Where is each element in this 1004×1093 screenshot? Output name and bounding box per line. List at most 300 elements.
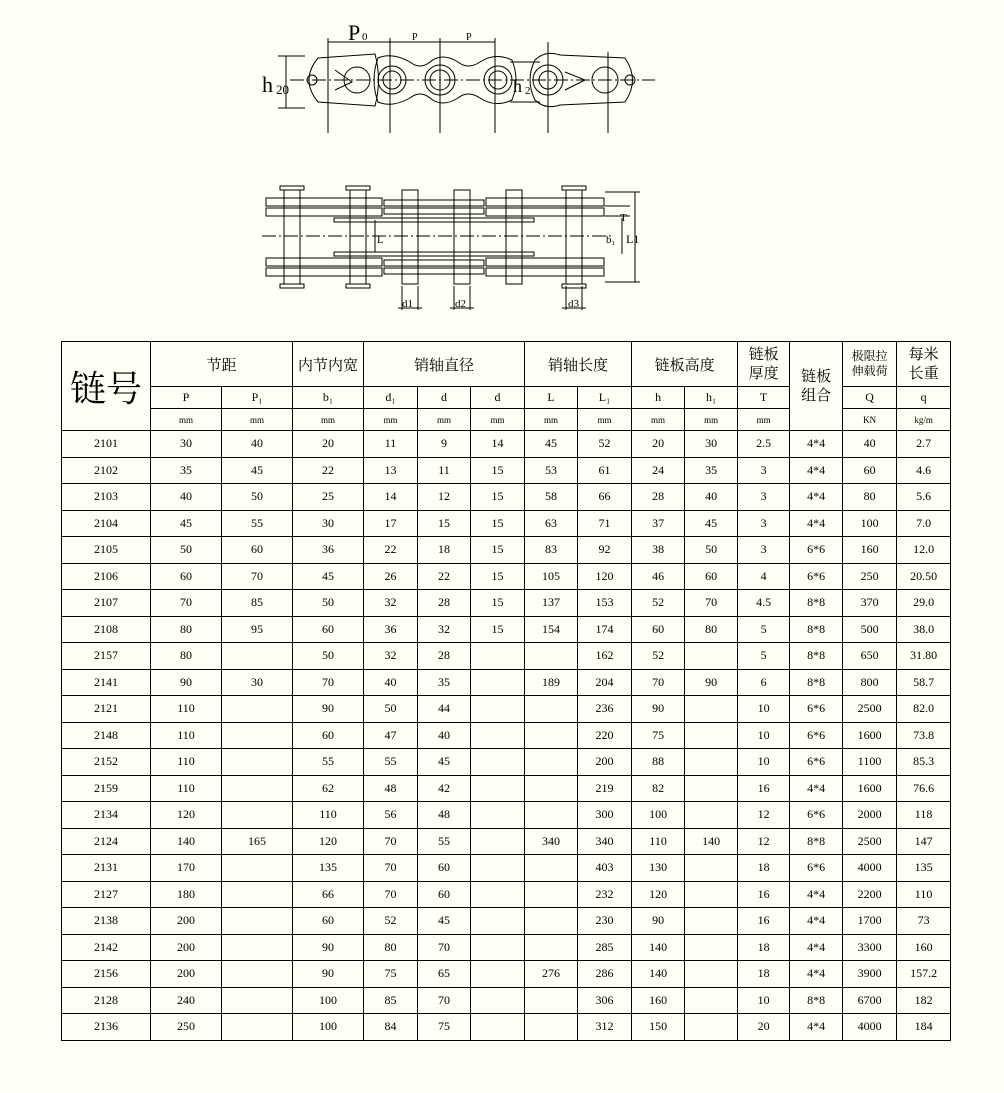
value-cell: 15 — [471, 457, 525, 484]
tensile-header-line2: 伸载荷 — [851, 364, 888, 378]
value-cell: 60 — [222, 537, 293, 564]
value-cell: 50 — [685, 537, 738, 564]
chain-number-cell: 2157 — [62, 643, 151, 670]
value-cell — [222, 908, 293, 935]
value-cell: 110 — [151, 722, 222, 749]
label-d2: d2 — [455, 298, 466, 310]
value-cell: 5 — [738, 643, 790, 670]
symbol-cell: h — [632, 387, 685, 409]
value-cell — [525, 881, 578, 908]
value-cell — [471, 961, 525, 988]
chain-number-header: 链号 — [62, 342, 151, 431]
chain-top-view-drawing — [0, 0, 1004, 330]
value-cell: 11 — [364, 431, 418, 458]
value-cell: 50 — [151, 537, 222, 564]
table-row — [62, 749, 951, 776]
value-cell: 8*8 — [790, 669, 843, 696]
value-cell: 66 — [578, 484, 632, 511]
value-cell: 32 — [418, 616, 471, 643]
value-cell: 29.0 — [897, 590, 951, 617]
value-cell: 3 — [738, 510, 790, 537]
value-cell: 85 — [222, 590, 293, 617]
value-cell: 52 — [364, 908, 418, 935]
value-cell — [525, 908, 578, 935]
value-cell: 85 — [364, 987, 418, 1014]
value-cell: 30 — [151, 431, 222, 458]
value-cell — [685, 987, 738, 1014]
value-cell: 28 — [418, 590, 471, 617]
plate-combo-header-line2: 组合 — [801, 386, 832, 404]
pin-length-header: 销轴长度 — [525, 342, 632, 387]
label-p0: P — [348, 20, 361, 45]
value-cell — [471, 696, 525, 723]
value-cell: 200 — [151, 908, 222, 935]
value-cell: 285 — [578, 934, 632, 961]
value-cell: 6*6 — [790, 749, 843, 776]
table-row — [62, 616, 951, 643]
value-cell: 4*4 — [790, 457, 843, 484]
value-cell: 4*4 — [790, 961, 843, 988]
value-cell: 60 — [293, 616, 364, 643]
value-cell: 180 — [151, 881, 222, 908]
weight-header — [897, 342, 951, 387]
value-cell — [525, 775, 578, 802]
pin-diameter-header: 销轴直径 — [364, 342, 525, 387]
table-row — [62, 961, 951, 988]
value-cell: 18 — [418, 537, 471, 564]
value-cell — [222, 987, 293, 1014]
value-cell: 58.7 — [897, 669, 951, 696]
value-cell: 160 — [632, 987, 685, 1014]
value-cell — [222, 696, 293, 723]
value-cell: 6*6 — [790, 563, 843, 590]
value-cell: 60 — [418, 855, 471, 882]
chain-spec-table — [61, 341, 951, 1041]
value-cell: 75 — [418, 1014, 471, 1041]
value-cell: 12 — [738, 828, 790, 855]
value-cell: 200 — [578, 749, 632, 776]
value-cell: 40 — [151, 484, 222, 511]
value-cell: 4*4 — [790, 934, 843, 961]
value-cell: 47 — [364, 722, 418, 749]
unit-cell: KN — [843, 409, 897, 431]
value-cell: 184 — [897, 1014, 951, 1041]
value-cell: 30 — [222, 669, 293, 696]
table-row — [62, 590, 951, 617]
value-cell: 92 — [578, 537, 632, 564]
value-cell: 70 — [364, 855, 418, 882]
value-cell: 20 — [738, 1014, 790, 1041]
value-cell: 20 — [293, 431, 364, 458]
value-cell — [525, 987, 578, 1014]
value-cell: 56 — [364, 802, 418, 829]
value-cell — [525, 855, 578, 882]
value-cell — [471, 775, 525, 802]
value-cell: 22 — [293, 457, 364, 484]
value-cell: 5.6 — [897, 484, 951, 511]
value-cell: 10 — [738, 722, 790, 749]
value-cell — [222, 802, 293, 829]
value-cell: 80 — [843, 484, 897, 511]
value-cell: 6*6 — [790, 855, 843, 882]
value-cell — [222, 855, 293, 882]
label-h2: h — [513, 76, 522, 96]
value-cell: 200 — [151, 934, 222, 961]
value-cell: 1100 — [843, 749, 897, 776]
value-cell: 71 — [578, 510, 632, 537]
value-cell: 6*6 — [790, 802, 843, 829]
table-row — [62, 484, 951, 511]
value-cell: 80 — [364, 934, 418, 961]
plate-thickness-header-line2: 厚度 — [748, 364, 779, 382]
value-cell: 4*4 — [790, 908, 843, 935]
unit-cell: mm — [685, 409, 738, 431]
value-cell: 650 — [843, 643, 897, 670]
value-cell: 24 — [632, 457, 685, 484]
chain-number-cell: 2156 — [62, 961, 151, 988]
value-cell: 8*8 — [790, 590, 843, 617]
unit-cell: mm — [364, 409, 418, 431]
value-cell: 40 — [843, 431, 897, 458]
value-cell: 35 — [151, 457, 222, 484]
label-h20-sub: 20 — [276, 82, 289, 97]
value-cell: 52 — [632, 590, 685, 617]
value-cell: 22 — [418, 563, 471, 590]
chain-number-cell: 2105 — [62, 537, 151, 564]
value-cell — [525, 1014, 578, 1041]
value-cell: 95 — [222, 616, 293, 643]
value-cell: 6*6 — [790, 537, 843, 564]
value-cell: 130 — [632, 855, 685, 882]
value-cell: 135 — [293, 855, 364, 882]
table-row — [62, 563, 951, 590]
value-cell: 45 — [418, 749, 471, 776]
value-cell: 118 — [897, 802, 951, 829]
value-cell: 36 — [293, 537, 364, 564]
value-cell: 40 — [418, 722, 471, 749]
value-cell: 37 — [632, 510, 685, 537]
value-cell — [471, 643, 525, 670]
label-d1: d1 — [402, 298, 413, 310]
symbol-cell: P₁ — [222, 387, 293, 409]
chain-number-cell: 2128 — [62, 987, 151, 1014]
symbol-cell: b₁ — [293, 387, 364, 409]
value-cell: 60 — [293, 722, 364, 749]
value-cell: 25 — [293, 484, 364, 511]
value-cell: 140 — [632, 934, 685, 961]
value-cell: 120 — [151, 802, 222, 829]
value-cell: 14 — [471, 431, 525, 458]
value-cell: 76.6 — [897, 775, 951, 802]
value-cell: 88 — [632, 749, 685, 776]
value-cell: 70 — [364, 828, 418, 855]
value-cell — [525, 934, 578, 961]
value-cell: 2.7 — [897, 431, 951, 458]
value-cell: 45 — [418, 908, 471, 935]
weight-header-line1: 每米 — [908, 345, 939, 363]
value-cell: 15 — [471, 590, 525, 617]
value-cell: 90 — [632, 908, 685, 935]
value-cell: 70 — [418, 934, 471, 961]
value-cell: 15 — [471, 484, 525, 511]
chain-number-cell: 2136 — [62, 1014, 151, 1041]
chain-number-cell: 2121 — [62, 696, 151, 723]
tensile-header — [843, 342, 897, 387]
value-cell: 154 — [525, 616, 578, 643]
chain-number-cell: 2124 — [62, 828, 151, 855]
value-cell: 4000 — [843, 855, 897, 882]
value-cell: 53 — [525, 457, 578, 484]
table-row — [62, 457, 951, 484]
value-cell: 60 — [293, 908, 364, 935]
value-cell: 40 — [364, 669, 418, 696]
value-cell: 120 — [632, 881, 685, 908]
label-d3: d3 — [568, 298, 579, 310]
value-cell: 84 — [364, 1014, 418, 1041]
value-cell — [685, 722, 738, 749]
value-cell: 230 — [578, 908, 632, 935]
value-cell — [685, 643, 738, 670]
value-cell: 312 — [578, 1014, 632, 1041]
value-cell — [685, 961, 738, 988]
value-cell — [525, 802, 578, 829]
value-cell — [525, 696, 578, 723]
value-cell: 45 — [151, 510, 222, 537]
value-cell: 4*4 — [790, 431, 843, 458]
value-cell: 60 — [632, 616, 685, 643]
chain-number-cell: 2127 — [62, 881, 151, 908]
symbol-cell: T — [738, 387, 790, 409]
value-cell: 66 — [293, 881, 364, 908]
value-cell: 276 — [525, 961, 578, 988]
chain-number-cell: 2101 — [62, 431, 151, 458]
value-cell: 370 — [843, 590, 897, 617]
value-cell: 110 — [151, 749, 222, 776]
symbol-cell: d₁ — [364, 387, 418, 409]
value-cell: 150 — [632, 1014, 685, 1041]
value-cell: 73.8 — [897, 722, 951, 749]
value-cell: 2500 — [843, 696, 897, 723]
value-cell — [471, 934, 525, 961]
unit-cell: mm — [293, 409, 364, 431]
value-cell: 20 — [632, 431, 685, 458]
value-cell: 60 — [151, 563, 222, 590]
value-cell — [471, 722, 525, 749]
symbol-cell: q — [897, 387, 951, 409]
value-cell: 26 — [364, 563, 418, 590]
value-cell: 50 — [222, 484, 293, 511]
value-cell: 1600 — [843, 775, 897, 802]
label-h2-sub: 2 — [525, 85, 531, 97]
label-t: T — [620, 212, 627, 224]
value-cell: 12 — [738, 802, 790, 829]
value-cell: 12.0 — [897, 537, 951, 564]
value-cell: 6 — [738, 669, 790, 696]
value-cell: 58 — [525, 484, 578, 511]
value-cell: 4*4 — [790, 484, 843, 511]
label-b1: b₁ — [606, 234, 616, 246]
value-cell: 18 — [738, 855, 790, 882]
table-row — [62, 510, 951, 537]
value-cell: 15 — [418, 510, 471, 537]
chain-number-cell: 2106 — [62, 563, 151, 590]
value-cell — [471, 802, 525, 829]
value-cell: 8*8 — [790, 643, 843, 670]
value-cell: 232 — [578, 881, 632, 908]
symbol-cell: h₁ — [685, 387, 738, 409]
value-cell: 35 — [685, 457, 738, 484]
table-row — [62, 537, 951, 564]
value-cell — [471, 908, 525, 935]
table-row — [62, 669, 951, 696]
value-cell — [685, 934, 738, 961]
unit-cell: mm — [418, 409, 471, 431]
table-row — [62, 934, 951, 961]
label-l: L — [377, 234, 384, 246]
value-cell: 12 — [418, 484, 471, 511]
table-row — [62, 722, 951, 749]
value-cell: 160 — [897, 934, 951, 961]
value-cell: 100 — [632, 802, 685, 829]
value-cell: 35 — [418, 669, 471, 696]
value-cell: 4.5 — [738, 590, 790, 617]
value-cell: 70 — [293, 669, 364, 696]
value-cell: 17 — [364, 510, 418, 537]
plate-combo-header-line1: 链板 — [801, 367, 832, 385]
symbol-cell: d — [471, 387, 525, 409]
value-cell: 18 — [738, 934, 790, 961]
symbol-cell: L₁ — [578, 387, 632, 409]
value-cell: 204 — [578, 669, 632, 696]
value-cell: 306 — [578, 987, 632, 1014]
symbol-cell: Q — [843, 387, 897, 409]
value-cell: 60 — [685, 563, 738, 590]
plate-thickness-header — [738, 342, 790, 387]
value-cell: 6*6 — [790, 696, 843, 723]
value-cell: 2500 — [843, 828, 897, 855]
value-cell: 85.3 — [897, 749, 951, 776]
value-cell: 170 — [151, 855, 222, 882]
value-cell: 1700 — [843, 908, 897, 935]
label-l1: L1 — [626, 232, 640, 246]
tensile-header-line1: 极限拉 — [851, 349, 888, 363]
value-cell: 46 — [632, 563, 685, 590]
value-cell: 4000 — [843, 1014, 897, 1041]
value-cell: 140 — [685, 828, 738, 855]
value-cell: 50 — [293, 590, 364, 617]
value-cell: 3 — [738, 457, 790, 484]
value-cell: 32 — [364, 643, 418, 670]
value-cell: 90 — [293, 934, 364, 961]
value-cell: 165 — [222, 828, 293, 855]
value-cell: 110 — [632, 828, 685, 855]
value-cell: 4 — [738, 563, 790, 590]
value-cell: 4*4 — [790, 881, 843, 908]
unit-cell: mm — [525, 409, 578, 431]
value-cell: 105 — [525, 563, 578, 590]
unit-cell: mm — [222, 409, 293, 431]
value-cell: 4*4 — [790, 1014, 843, 1041]
value-cell: 110 — [151, 775, 222, 802]
table-row — [62, 802, 951, 829]
value-cell: 75 — [632, 722, 685, 749]
value-cell — [471, 749, 525, 776]
value-cell: 62 — [293, 775, 364, 802]
value-cell: 219 — [578, 775, 632, 802]
value-cell — [222, 961, 293, 988]
value-cell — [222, 643, 293, 670]
value-cell: 80 — [685, 616, 738, 643]
weight-header-line2: 长重 — [908, 364, 939, 382]
value-cell — [471, 987, 525, 1014]
value-cell: 90 — [151, 669, 222, 696]
value-cell: 70 — [364, 881, 418, 908]
value-cell: 182 — [897, 987, 951, 1014]
value-cell: 55 — [418, 828, 471, 855]
chain-number-cell: 2134 — [62, 802, 151, 829]
value-cell: 18 — [738, 961, 790, 988]
value-cell: 16 — [738, 881, 790, 908]
value-cell: 100 — [293, 987, 364, 1014]
value-cell: 250 — [151, 1014, 222, 1041]
value-cell: 70 — [418, 987, 471, 1014]
chain-number-cell: 2141 — [62, 669, 151, 696]
value-cell — [471, 669, 525, 696]
value-cell: 38 — [632, 537, 685, 564]
value-cell: 100 — [843, 510, 897, 537]
inner-width-header: 内节内宽 — [293, 342, 364, 387]
chain-number-cell: 2142 — [62, 934, 151, 961]
value-cell — [525, 722, 578, 749]
value-cell: 15 — [471, 510, 525, 537]
value-cell: 15 — [471, 616, 525, 643]
value-cell: 160 — [843, 537, 897, 564]
unit-cell: kg/m — [897, 409, 951, 431]
value-cell: 100 — [293, 1014, 364, 1041]
value-cell: 82 — [632, 775, 685, 802]
value-cell: 45 — [685, 510, 738, 537]
value-cell: 3 — [738, 537, 790, 564]
value-cell: 70 — [632, 669, 685, 696]
value-cell: 10 — [738, 696, 790, 723]
value-cell: 110 — [897, 881, 951, 908]
table-row — [62, 987, 951, 1014]
value-cell: 60 — [843, 457, 897, 484]
value-cell: 22 — [364, 537, 418, 564]
value-cell: 2200 — [843, 881, 897, 908]
value-cell: 80 — [151, 643, 222, 670]
value-cell: 174 — [578, 616, 632, 643]
value-cell: 40 — [222, 431, 293, 458]
value-cell — [685, 881, 738, 908]
value-cell: 28 — [418, 643, 471, 670]
plate-height-header: 链板高度 — [632, 342, 738, 387]
value-cell: 55 — [364, 749, 418, 776]
value-cell: 38.0 — [897, 616, 951, 643]
symbol-cell: P — [151, 387, 222, 409]
value-cell: 13 — [364, 457, 418, 484]
value-cell: 61 — [578, 457, 632, 484]
value-cell: 28 — [632, 484, 685, 511]
value-cell — [685, 802, 738, 829]
chain-number-cell: 2138 — [62, 908, 151, 935]
value-cell — [471, 855, 525, 882]
value-cell: 52 — [632, 643, 685, 670]
chain-number-cell: 2131 — [62, 855, 151, 882]
value-cell — [685, 1014, 738, 1041]
value-cell: 135 — [897, 855, 951, 882]
value-cell: 30 — [293, 510, 364, 537]
